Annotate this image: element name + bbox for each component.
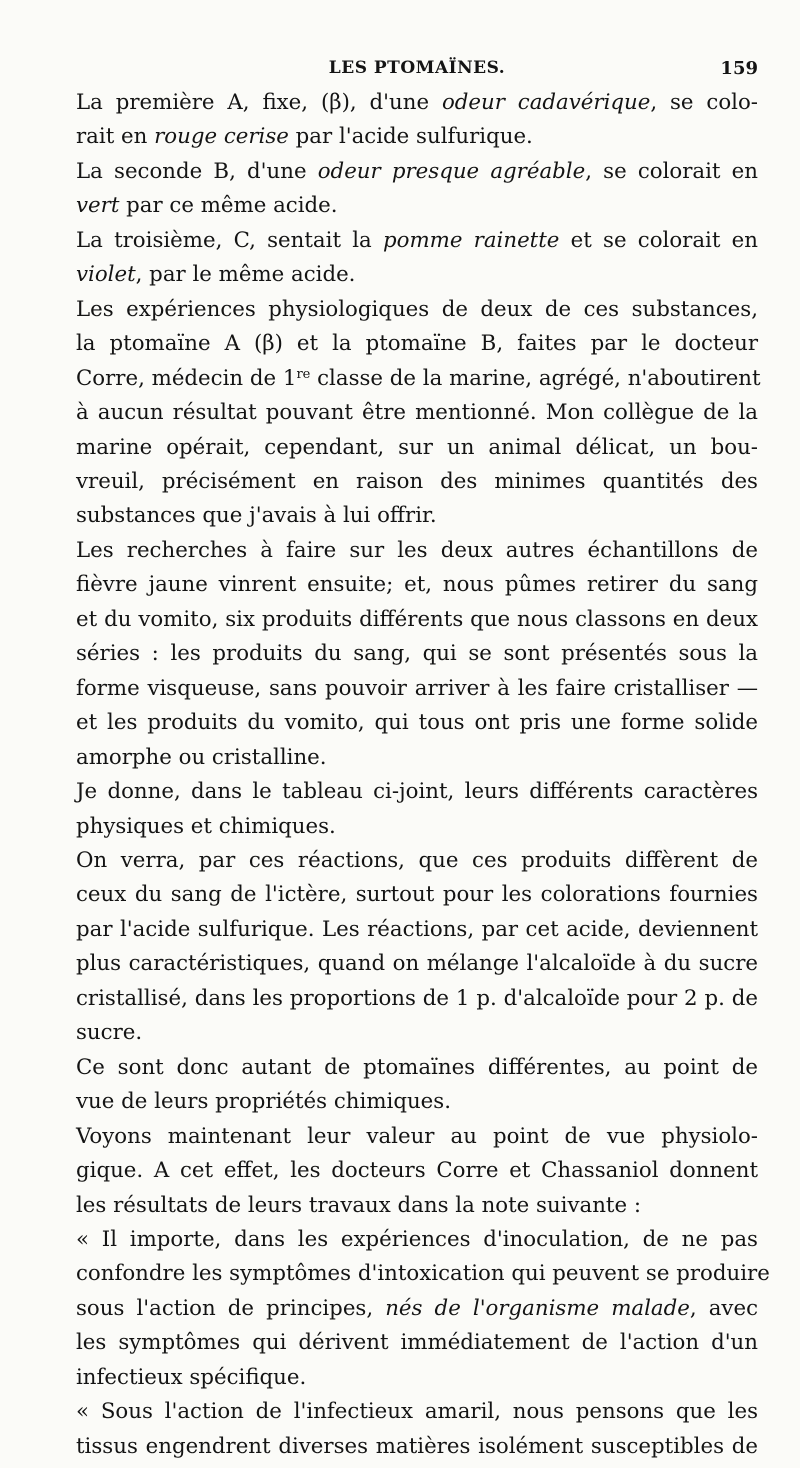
text-line: vert par ce même acide. <box>76 193 338 219</box>
text-line: sucre. <box>76 1020 143 1046</box>
text-line: marine opérait, cependant, sur un animal délicat, un bou- <box>76 434 758 460</box>
text-line: substances que j'avais à lui offrir. <box>76 503 437 529</box>
text-line: Corre, médecin de 1re classe de la marine, agrégé, n'aboutirent <box>76 365 761 391</box>
text-line: On verra, par ces réactions, que ces produits diffèrent de <box>76 847 758 873</box>
text-line: Ce sont donc autant de ptomaïnes différentes, au point de <box>76 1054 758 1080</box>
text-line: La première A, fixe, (β), d'une odeur cadavérique, se colo- <box>76 90 759 115</box>
text-line: La troisième, C, sentait la pomme rainette et se colorait en <box>76 227 758 253</box>
text-line: et les produits du vomito, qui tous ont pris une forme solide <box>76 710 758 736</box>
text-line: plus caractéristiques, quand on mélange l'alcaloïde à du sucre <box>76 951 758 977</box>
text-line: et du vomito, six produits différents que nous classons en deux <box>76 606 758 632</box>
text-line: la ptomaïne A (β) et la ptomaïne B, faites par le docteur <box>76 331 758 357</box>
running-title: LES PTOMAÏNES. <box>328 58 506 78</box>
text-line: ceux du sang de l'ictère, surtout pour les colorations fournies <box>76 882 758 908</box>
text-line: fièvre jaune vinrent ensuite; et, nous pûmes retirer du sang <box>76 572 758 598</box>
text-line: confondre les symptômes d'intoxication qui peuvent se produire <box>76 1261 770 1287</box>
text-line: par l'acide sulfurique. Les réactions, par cet acide, deviennent <box>76 916 758 942</box>
page-number: 159 <box>720 58 758 79</box>
text-line: forme visqueuse, sans pouvoir arriver à les faire cristalliser — <box>76 675 758 701</box>
text-line: rait en rouge cerise par l'acide sulfurique. <box>76 124 533 150</box>
text-line: La seconde B, d'une odeur presque agréable, se colorait en <box>76 158 758 184</box>
text-line: Je donne, dans le tableau ci-joint, leurs différents caractères <box>76 779 758 805</box>
text-line: sous l'action de principes, nés de l'organisme malade, avec <box>76 1295 758 1321</box>
text-line: Voyons maintenant leur valeur au point de vue physiolo- <box>76 1123 758 1149</box>
text-line: à aucun résultat pouvant être mentionné. Mon collègue de la <box>76 400 758 426</box>
text-line: violet, par le même acide. <box>76 262 356 288</box>
text-line: vreuil, précisément en raison des minimes quantités des <box>76 468 758 494</box>
text-line: physiques et chimiques. <box>76 813 336 839</box>
text-line: Les recherches à faire sur les deux autres échantillons de <box>76 537 758 563</box>
text-line: les symptômes qui dérivent immédiatement de l'action d'un <box>76 1330 758 1356</box>
text-line: infectieux spécifique. <box>76 1364 307 1390</box>
text-line: gique. A cet effet, les docteurs Corre et Chassaniol donnent <box>76 1158 758 1184</box>
text-line: amorphe ou cristalline. <box>76 744 327 770</box>
text-line: séries : les produits du sang, qui se sont présentés sous la <box>76 641 758 667</box>
text-line: les résultats de leurs travaux dans la note suivante : <box>76 1192 642 1218</box>
book-page <box>76 56 770 1464</box>
text-line: « Il importe, dans les expériences d'inoculation, de ne pas <box>76 1226 758 1252</box>
page-header <box>76 56 758 86</box>
text-line: « Sous l'action de l'infectieux amaril, nous pensons que les <box>76 1399 758 1425</box>
body-text <box>76 86 770 1464</box>
text-line: Les expériences physiologiques de deux de ces substances, <box>76 296 758 322</box>
text-line: tissus engendrent diverses matières isolément susceptibles de <box>76 1433 758 1459</box>
text-line: vue de leurs propriétés chimiques. <box>76 1089 451 1115</box>
text-line: cristallisé, dans les proportions de 1 p. d'alcaloïde pour 2 p. de <box>76 985 758 1011</box>
